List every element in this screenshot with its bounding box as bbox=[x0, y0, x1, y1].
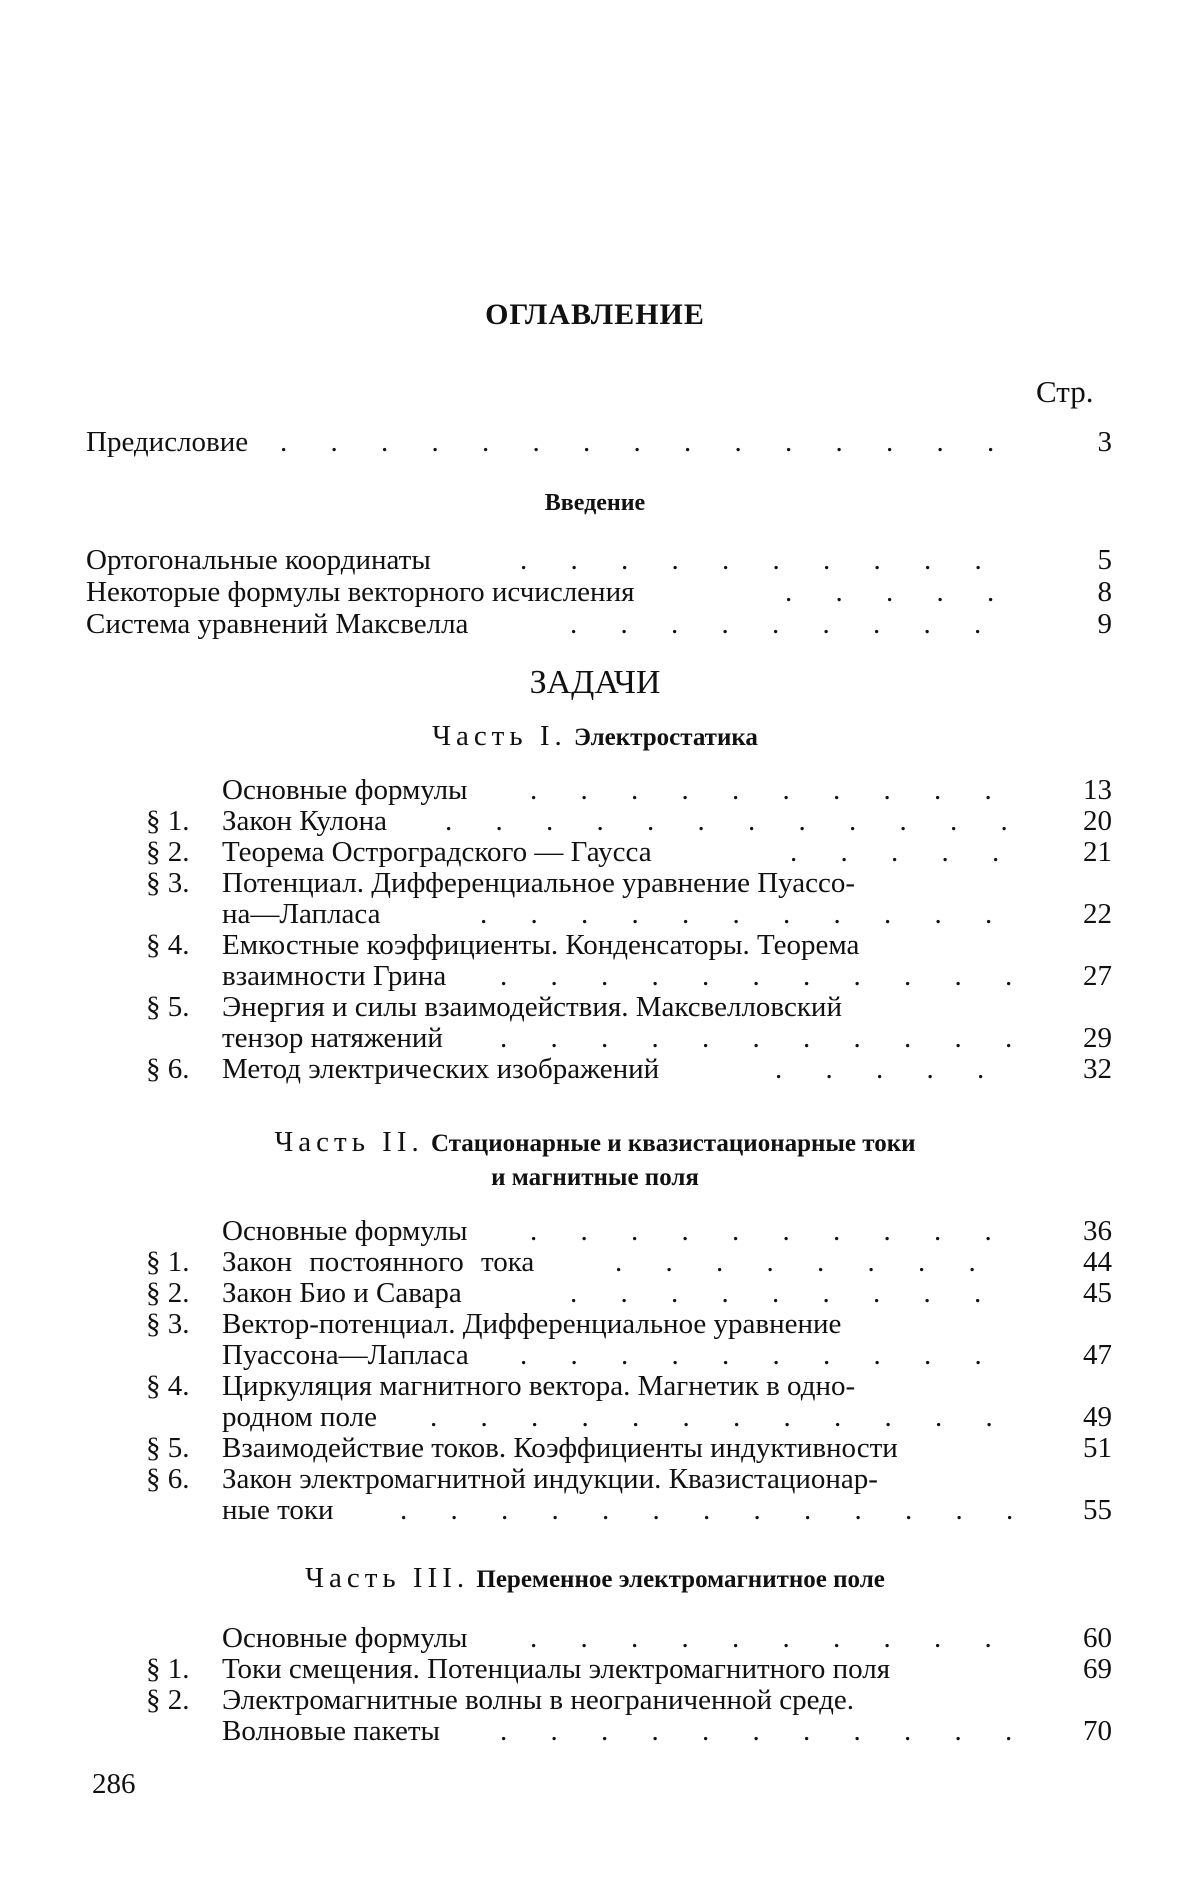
entry-text: Метод электрических изображений bbox=[222, 1053, 660, 1085]
dot-leader bbox=[430, 1402, 1020, 1433]
entry-page: 51 bbox=[1083, 1432, 1112, 1464]
entry-page: 60 bbox=[1083, 1622, 1112, 1654]
entry-page: 20 bbox=[1083, 805, 1112, 837]
toc-entry bbox=[0, 1216, 1120, 1247]
toc-entry bbox=[0, 1433, 1120, 1464]
entry-text: Электромагнитные волны в неограниченной среде. bbox=[222, 1684, 855, 1716]
entry-page: 8 bbox=[1097, 576, 1112, 608]
entry-page: 22 bbox=[1083, 898, 1112, 930]
page-column-label: Стр. bbox=[1036, 374, 1094, 409]
toc-entry-continuation bbox=[0, 1402, 1120, 1433]
dot-leader bbox=[520, 1340, 1020, 1371]
toc-entry bbox=[0, 868, 1120, 899]
part-heading bbox=[0, 1562, 1190, 1596]
dot-leader bbox=[790, 837, 1020, 868]
toc-title: ОГЛАВЛЕНИЕ bbox=[485, 298, 705, 331]
section-number: § 1. bbox=[146, 1653, 190, 1685]
toc-entry bbox=[0, 1371, 1120, 1402]
dot-leader bbox=[570, 609, 1020, 640]
part-prefix: Часть II. bbox=[274, 1126, 424, 1158]
intro-heading: Введение bbox=[544, 490, 646, 516]
section-number: § 3. bbox=[146, 1308, 190, 1340]
toc-entry bbox=[0, 1247, 1120, 1278]
entry-page: 3 bbox=[1097, 426, 1112, 458]
toc-entry bbox=[0, 545, 1120, 576]
entry-text: Вектор-потенциал. Дифференциальное уравнение bbox=[222, 1308, 842, 1340]
entry-text: Энергия и силы взаимодействия. Максвелловский bbox=[222, 991, 842, 1023]
entry-text: тензор натяжений bbox=[222, 1022, 443, 1054]
section-number: § 1. bbox=[146, 1246, 190, 1278]
toc-entry-continuation bbox=[0, 1023, 1120, 1054]
toc-entry-continuation bbox=[0, 1716, 1120, 1747]
entry-text: Емкостные коэффициенты. Конденсаторы. Теорема bbox=[222, 929, 860, 961]
section-number: § 6. bbox=[146, 1053, 190, 1085]
toc-entry-continuation bbox=[0, 961, 1120, 992]
entry-text: Закон Био и Савара bbox=[222, 1277, 462, 1309]
entry-page: 9 bbox=[1097, 608, 1112, 640]
toc-entry bbox=[0, 1623, 1120, 1654]
part-heading bbox=[0, 1126, 1190, 1194]
entry-text: Волновые пакеты bbox=[222, 1715, 441, 1747]
dot-leader bbox=[500, 961, 1020, 992]
entry-page: 47 bbox=[1083, 1339, 1112, 1371]
entry-text: Предисловие bbox=[86, 426, 249, 458]
page-number: 286 bbox=[92, 1768, 136, 1800]
entry-text: Некоторые формулы векторного исчисления bbox=[86, 576, 635, 608]
entry-text: родном поле bbox=[222, 1401, 377, 1433]
toc-entry bbox=[0, 837, 1120, 868]
entry-page: 49 bbox=[1083, 1401, 1112, 1433]
entry-text: Закон Кулона bbox=[222, 805, 388, 837]
part-title: Переменное электромагнитное поле bbox=[476, 1566, 885, 1593]
dot-leader bbox=[520, 545, 1020, 576]
toc-entry bbox=[0, 1464, 1120, 1495]
dot-leader bbox=[530, 775, 1020, 806]
section-number: § 5. bbox=[146, 991, 190, 1023]
entry-text: взаимности Грина bbox=[222, 960, 447, 992]
dot-leader bbox=[500, 1023, 1020, 1054]
toc-entry bbox=[0, 806, 1120, 837]
entry-page: 44 bbox=[1083, 1246, 1112, 1278]
entry-page: 13 bbox=[1083, 774, 1112, 806]
section-number: § 2. bbox=[146, 836, 190, 868]
part-title: Электростатика bbox=[574, 724, 758, 751]
entry-text: Основные формулы bbox=[222, 774, 468, 806]
section-number: § 1. bbox=[146, 805, 190, 837]
entry-page: 45 bbox=[1083, 1277, 1112, 1309]
entry-text: ные токи bbox=[222, 1494, 334, 1526]
dot-leader bbox=[280, 427, 1020, 458]
dot-leader bbox=[445, 806, 1020, 837]
dot-leader bbox=[615, 1247, 1020, 1278]
toc-entry-continuation bbox=[0, 1340, 1120, 1371]
toc-entry bbox=[0, 1309, 1120, 1340]
section-number: § 2. bbox=[146, 1277, 190, 1309]
section-number: § 6. bbox=[146, 1463, 190, 1495]
entry-page: 36 bbox=[1083, 1215, 1112, 1247]
entry-text: Потенциал. Дифференциальное уравнение Пуассо- bbox=[222, 867, 856, 899]
entry-text: Токи смещения. Потенциалы электромагнитного поля bbox=[222, 1653, 891, 1685]
section-number: § 2. bbox=[146, 1684, 190, 1716]
part-prefix: Часть I. bbox=[432, 720, 567, 752]
dot-leader bbox=[480, 899, 1020, 930]
entry-page: 32 bbox=[1083, 1053, 1112, 1085]
entry-text: Циркуляция магнитного вектора. Магнетик в одно- bbox=[222, 1370, 856, 1402]
toc-entry-preface bbox=[0, 427, 1120, 458]
entry-text: Теорема Остроградского — Гаусса bbox=[222, 836, 652, 868]
toc-entry bbox=[0, 609, 1120, 640]
section-number: § 3. bbox=[146, 867, 190, 899]
entry-text: Взаимодействие токов. Коэффициенты индуктивности bbox=[222, 1432, 898, 1464]
part-heading bbox=[0, 720, 1190, 754]
section-number: § 5. bbox=[146, 1432, 190, 1464]
entry-text: на—Лапласа bbox=[222, 898, 381, 930]
dot-leader bbox=[785, 577, 1020, 608]
entry-page: 21 bbox=[1083, 836, 1112, 868]
part-prefix: Часть III. bbox=[305, 1562, 470, 1594]
toc-entry-continuation bbox=[0, 899, 1120, 930]
toc-entry bbox=[0, 1278, 1120, 1309]
toc-entry bbox=[0, 992, 1120, 1023]
toc-entry bbox=[0, 930, 1120, 961]
dot-leader bbox=[530, 1623, 1020, 1654]
section-number: § 4. bbox=[146, 1370, 190, 1402]
section-number: § 4. bbox=[146, 929, 190, 961]
dot-leader bbox=[400, 1495, 1020, 1526]
entry-text: Основные формулы bbox=[222, 1215, 468, 1247]
dot-leader bbox=[530, 1216, 1020, 1247]
toc-entry bbox=[0, 1054, 1120, 1085]
entry-text: Ортогональные координаты bbox=[86, 544, 431, 576]
entry-page: 55 bbox=[1083, 1494, 1112, 1526]
toc-entry-continuation bbox=[0, 1495, 1120, 1526]
entry-text: Закон электромагнитной индукции. Квазистационар- bbox=[222, 1463, 878, 1495]
entry-page: 70 bbox=[1083, 1715, 1112, 1747]
entry-text: Основные формулы bbox=[222, 1622, 468, 1654]
entry-page: 5 bbox=[1097, 544, 1112, 576]
entry-text: Закон постоянного тока bbox=[222, 1246, 535, 1278]
dot-leader bbox=[500, 1716, 1020, 1747]
dot-leader bbox=[570, 1278, 1020, 1309]
toc-entry bbox=[0, 1654, 1120, 1685]
entry-page: 29 bbox=[1083, 1022, 1112, 1054]
entry-text: Пуассона—Лапласа bbox=[222, 1339, 469, 1371]
part-title: Стационарные и квазистационарные токи bbox=[431, 1130, 916, 1157]
dot-leader bbox=[775, 1054, 1020, 1085]
entry-page: 27 bbox=[1083, 960, 1112, 992]
toc-entry bbox=[0, 1685, 1120, 1716]
problems-heading: ЗАДАЧИ bbox=[529, 664, 661, 701]
toc-entry bbox=[0, 577, 1120, 608]
entry-page: 69 bbox=[1083, 1653, 1112, 1685]
part-title-continuation: и магнитные поля bbox=[491, 1164, 699, 1191]
entry-text: Система уравнений Максвелла bbox=[86, 608, 469, 640]
toc-entry bbox=[0, 775, 1120, 806]
